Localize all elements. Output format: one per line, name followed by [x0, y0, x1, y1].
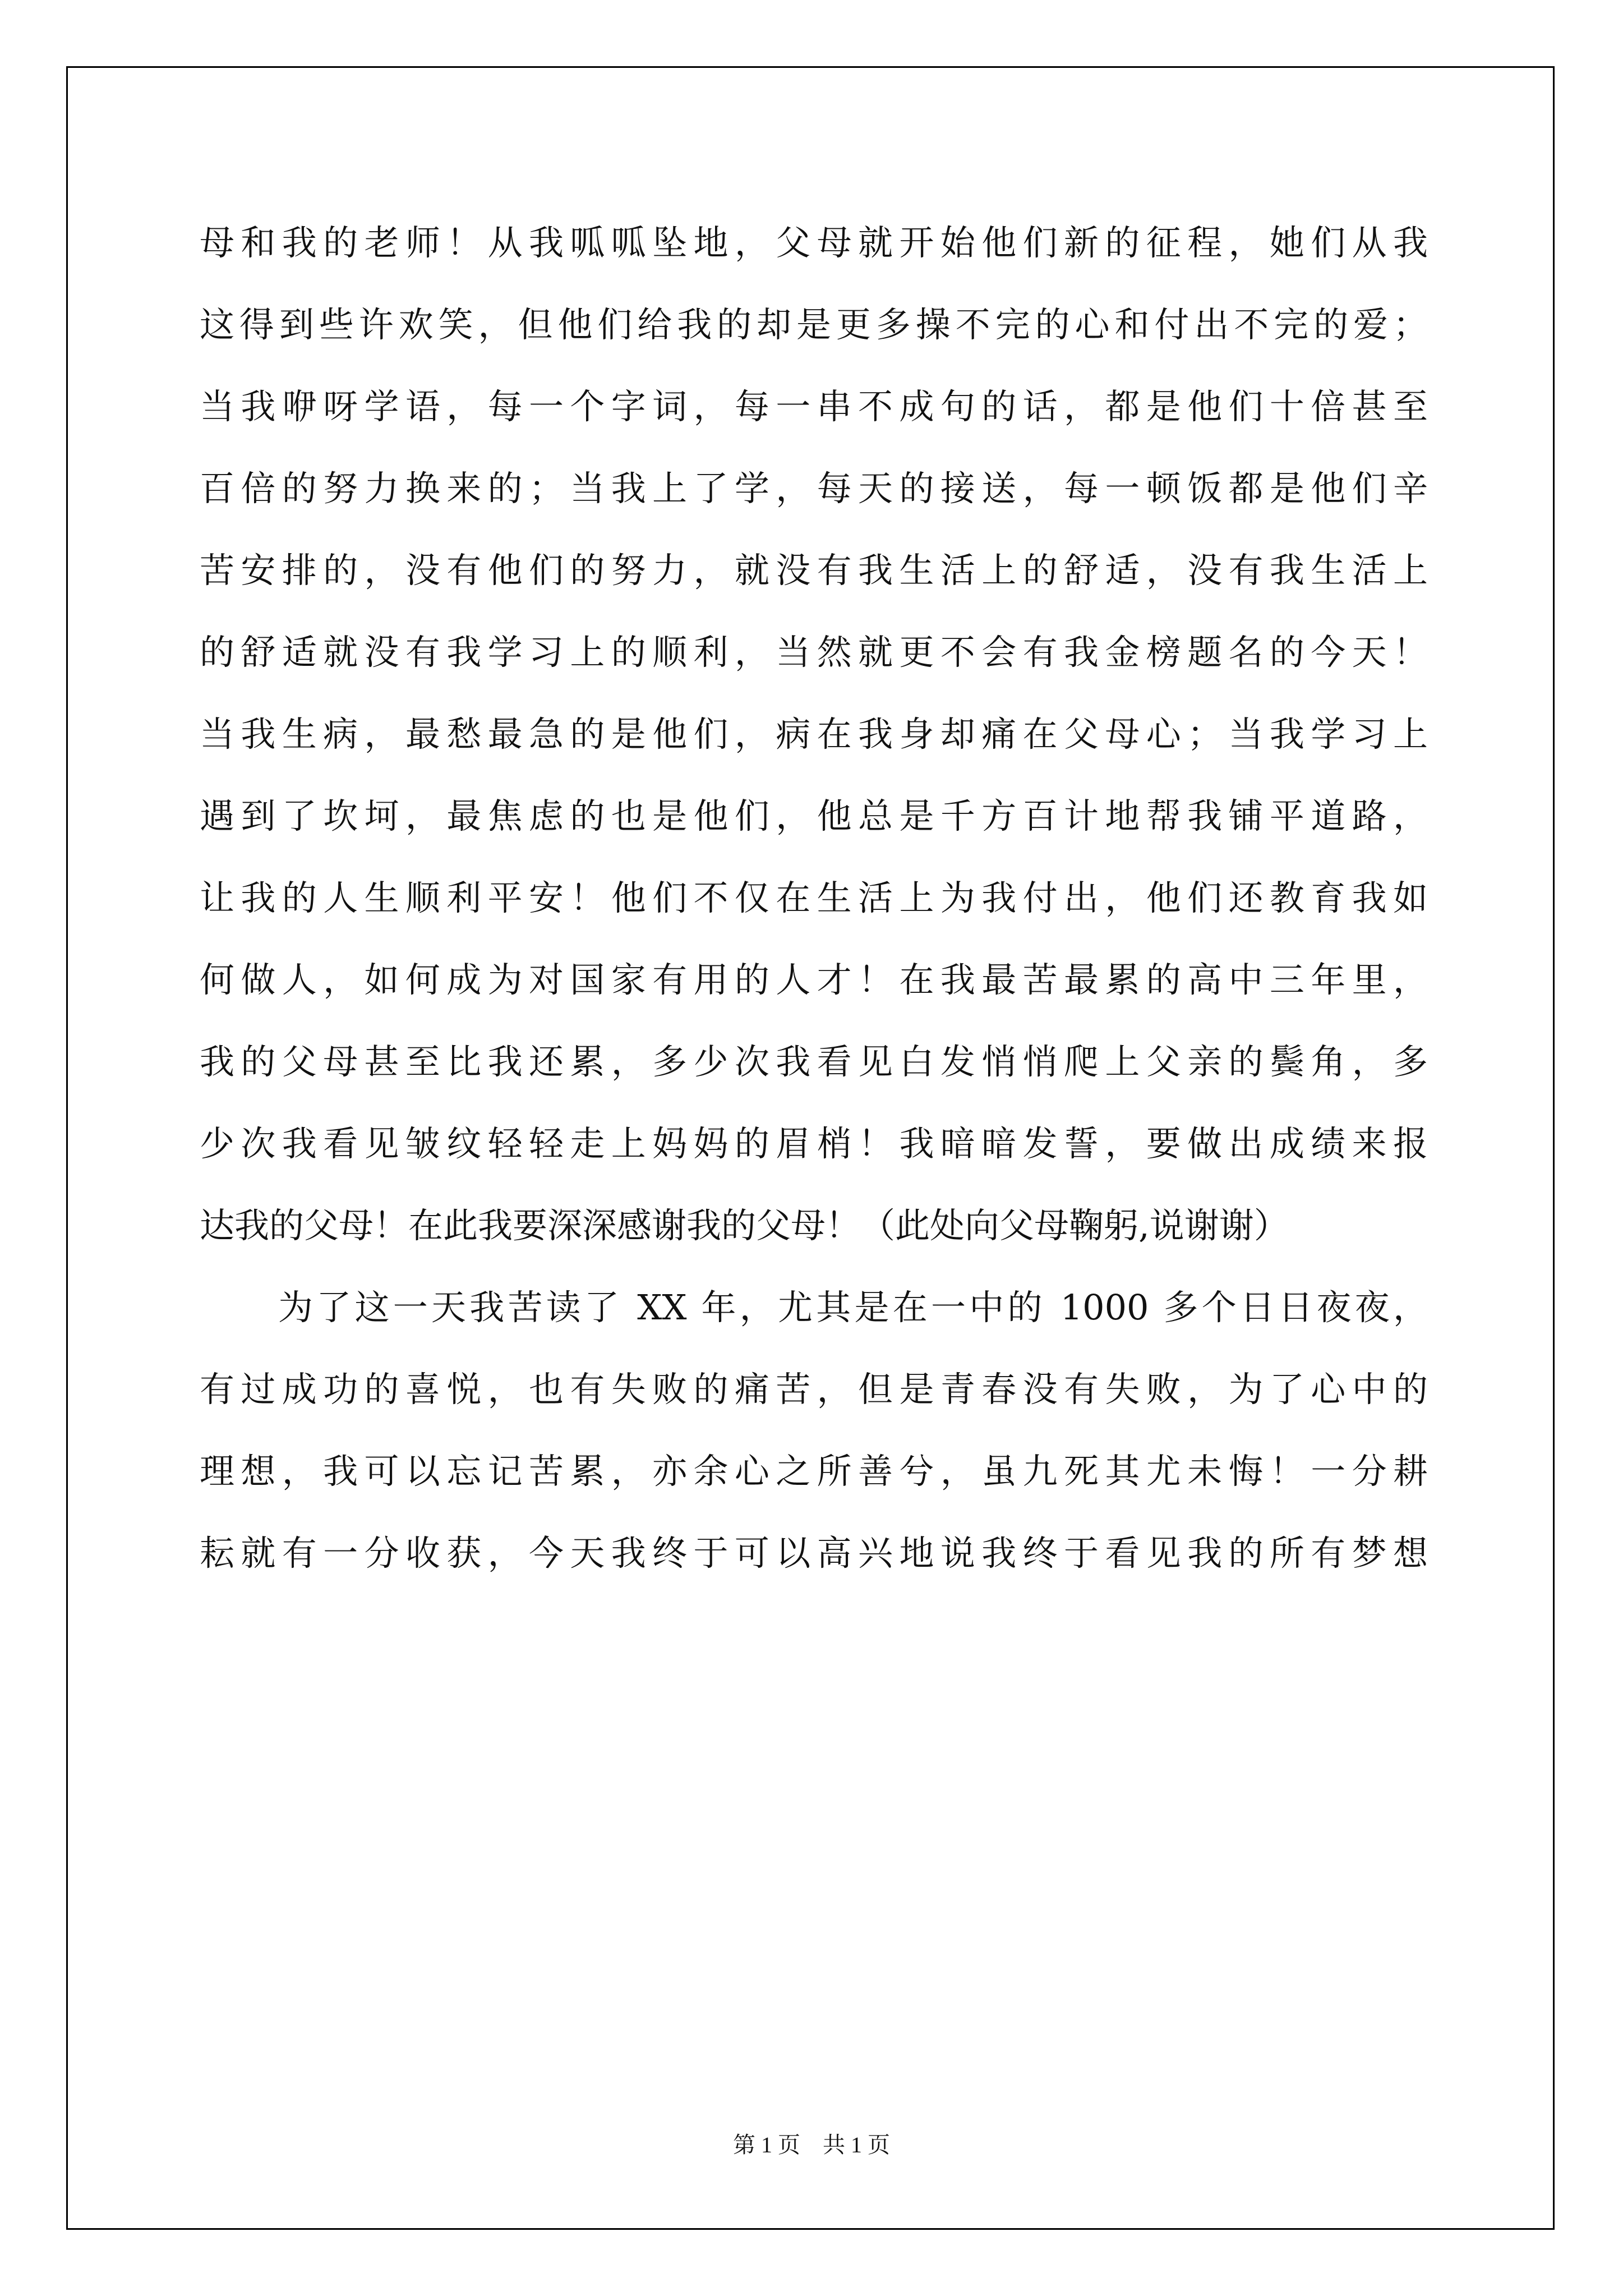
text-line: 百倍的努力换来的；当我上了学，每天的接送，每一顿饭都是他们辛 — [200, 468, 1428, 509]
text-line: 我的父母甚至比我还累，多少次我看见白发悄悄爬上父亲的鬓角，多 — [200, 1041, 1428, 1082]
document-body — [200, 202, 1428, 1594]
paragraph-start-line: 为了这一天我苦读了 XX 年，尤其是在一中的 1000 多个日日夜夜， — [278, 1287, 1428, 1328]
text-line: 当我生病，最愁最急的是他们，病在我身却痛在父母心；当我学习上 — [200, 714, 1428, 754]
text-line: 这得到些许欢笑，但他们给我的却是更多操不完的心和付出不完的爱； — [200, 304, 1428, 345]
text-line: 苦安排的，没有他们的努力，就没有我生活上的舒适，没有我生活上 — [200, 550, 1428, 591]
text-line: 少次我看见皱纹轻轻走上妈妈的眉梢！我暗暗发誓，要做出成绩来报 — [200, 1123, 1428, 1164]
text-line: 何做人，如何成为对国家有用的人才！在我最苦最累的高中三年里， — [200, 959, 1428, 1000]
text-line: 理想，我可以忘记苦累，亦余心之所善兮，虽九死其尤未悔！一分耕 — [200, 1451, 1428, 1492]
text-line: 有过成功的喜悦，也有失败的痛苦，但是青春没有失败，为了心中的 — [200, 1369, 1428, 1410]
text-line: 的舒适就没有我学习上的顺利，当然就更不会有我金榜题名的今天！ — [200, 632, 1428, 673]
text-line: 遇到了坎坷，最焦虑的也是他们，他总是千方百计地帮我铺平道路， — [200, 795, 1428, 836]
text-line: 母和我的老师！从我呱呱坠地，父母就开始他们新的征程，她们从我 — [200, 222, 1428, 263]
paragraph-end-line: 达我的父母！在此我要深深感谢我的父母！（此处向父母鞠躬,说谢谢） — [200, 1205, 1289, 1246]
text-line: 耘就有一分收获，今天我终于可以高兴地说我终于看见我的所有梦想 — [200, 1533, 1428, 1573]
text-line: 让我的人生顺利平安！他们不仅在生活上为我付出，他们还教育我如 — [200, 877, 1428, 918]
text-line: 当我咿呀学语，每一个字词，每一串不成句的话，都是他们十倍甚至 — [200, 386, 1428, 427]
page-number-footer: 第 1 页 共 1 页 — [733, 2132, 890, 2157]
